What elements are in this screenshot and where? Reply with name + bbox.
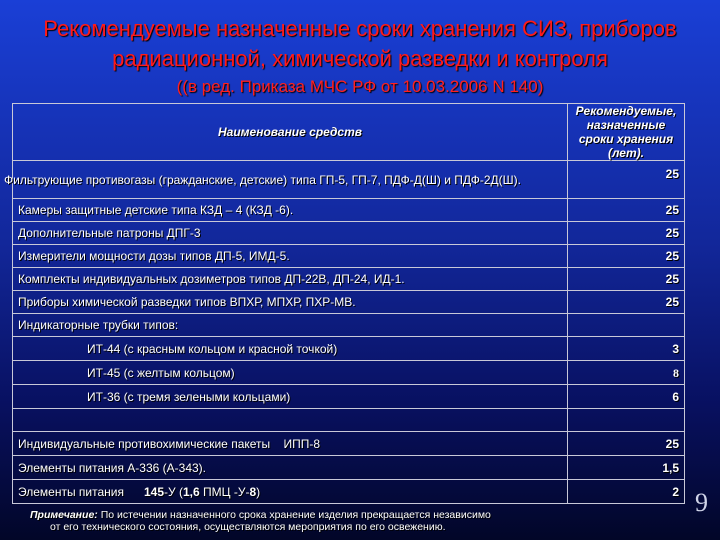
row-name-part5: 8: [249, 484, 257, 499]
row-value: 1,5: [568, 456, 685, 480]
row-name: Элементы питания А-336 (А-343).: [13, 456, 568, 480]
footnote: [30, 509, 690, 533]
slide-subtitle: ((в ред. Приказа МЧС РФ от 10.03.2006 N 140): [176, 77, 544, 96]
row-value: 25: [568, 291, 685, 314]
title-line-1: Рекомендуемые назначенные сроки хранения СИЗ, приборов: [43, 16, 677, 41]
row-value: [568, 409, 685, 432]
storage-terms-table: [4, 103, 685, 504]
page-number: 9: [695, 488, 708, 517]
row-value: 2: [568, 480, 685, 504]
row-value: 8: [568, 361, 685, 385]
header-value-cell: Рекомендуемые, назначенные сроки хранения (лет).: [568, 104, 685, 161]
row-name: Индикаторные трубки типов:: [13, 314, 568, 337]
table-row: [13, 337, 685, 361]
row-name-part4: ПМЦ -У-: [199, 484, 250, 499]
row-name: ИТ-36 (с тремя зелеными кольцами): [13, 385, 568, 409]
table-row: [13, 245, 685, 268]
slide-title: [0, 14, 720, 74]
row-value: 3: [568, 337, 685, 361]
row-name-part2: -У (: [164, 484, 183, 499]
table-row: [13, 456, 685, 480]
row-name: Камеры защитные детские типа КЗД – 4 (КЗД -6).: [13, 199, 568, 222]
row-name-prefix: Элементы питания: [18, 484, 124, 499]
table-row: [13, 385, 685, 409]
row-value: 25: [568, 432, 685, 456]
row-value: 6: [568, 385, 685, 409]
row-value: 25: [568, 245, 685, 268]
row-name: ИТ-45 (с желтым кольцом): [13, 361, 568, 385]
header-name-cell: Наименование средств: [13, 104, 568, 161]
table-row: [13, 291, 685, 314]
row-value: 25: [568, 199, 685, 222]
row-name: Измерители мощности дозы типов ДП-5, ИМД-5.: [13, 245, 568, 268]
row-name-part1: 145: [144, 484, 165, 499]
row-name-part6: ): [256, 484, 261, 499]
note-text-1: По истечении назначенного срока хранение изделия прекращается независимо: [97, 509, 491, 521]
title-line-2: радиационной, химической разведки и контроля: [112, 46, 608, 71]
note-text-2: от его технического состояния, осуществляются мероприятия по его освежению.: [50, 521, 446, 533]
table-row: [13, 432, 685, 456]
table-row: [13, 268, 685, 291]
row-name-part3: 1,6: [182, 484, 200, 499]
row-value: 25: [568, 161, 685, 199]
table-header-row: [13, 104, 685, 161]
row-value: [568, 314, 685, 337]
row-name: [13, 480, 568, 504]
row-name: Приборы химической разведки типов ВПХР, МПХР, ПХР-МВ.: [13, 291, 568, 314]
row-name: [13, 409, 568, 432]
note-label: Примечание:: [30, 509, 98, 521]
table-row: [13, 480, 685, 504]
table-row: [13, 199, 685, 222]
row-name: Фильтрующие противогазы (гражданские, детские) типа ГП-5, ГП-7, ПДФ-Д(Ш) и ПДФ-2Д(Ш).: [13, 161, 568, 199]
table-row-empty: [13, 409, 685, 432]
row-value: 25: [568, 268, 685, 291]
row-value: 25: [568, 222, 685, 245]
row-name: Дополнительные патроны ДПГ-3: [13, 222, 568, 245]
row-name: Индивидуальные противохимические пакеты ИПП-8: [13, 432, 568, 456]
table-row: [13, 161, 685, 199]
table-row: [13, 361, 685, 385]
row-name: Комплекты индивидуальных дозиметров типов ДП-22В, ДП-24, ИД-1.: [13, 268, 568, 291]
table-row: [13, 314, 685, 337]
row-name: ИТ-44 (с красным кольцом и красной точкой): [13, 337, 568, 361]
table-row: [13, 222, 685, 245]
